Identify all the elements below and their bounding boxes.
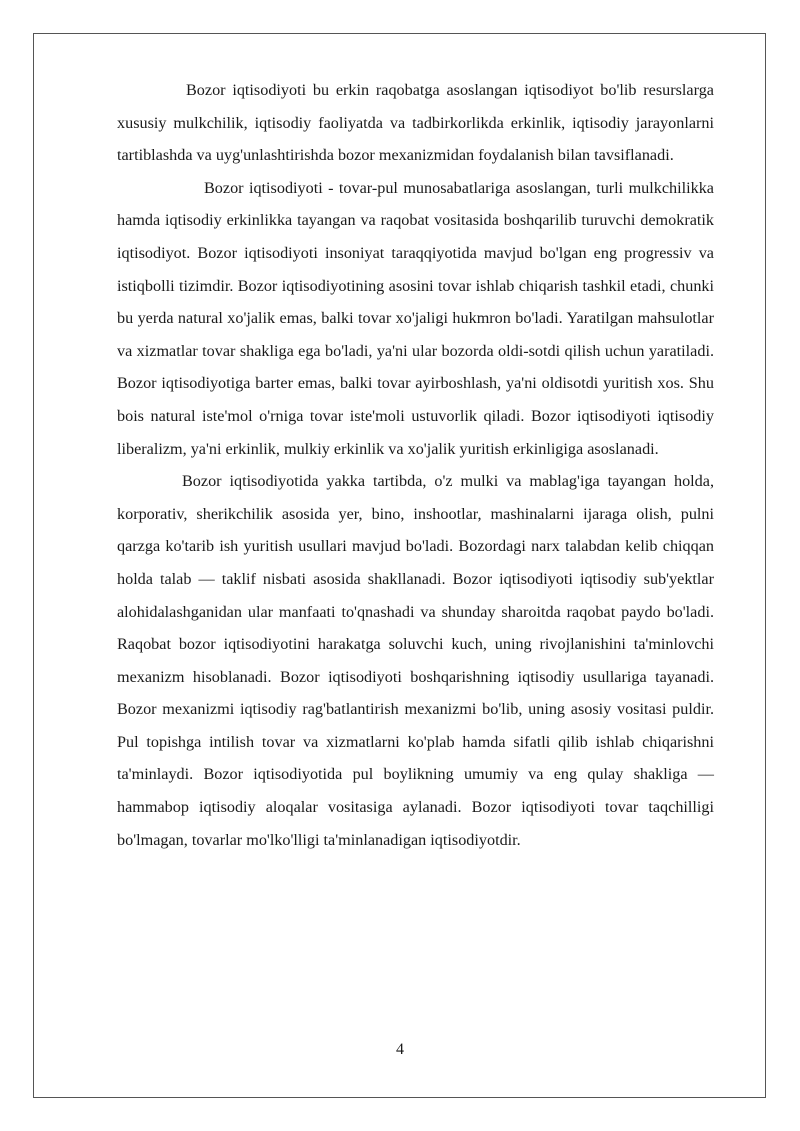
document-body [117, 74, 714, 856]
page-number: 4 [396, 1041, 404, 1058]
paragraph: Bozor iqtisodiyotida yakka tartibda, o'z mulki va mablag'iga tayangan holda, korporativ, sherikchilik asosida yer, bino, inshootlar, mashinalarni ijaraga olish, pulni qarzga ko'tarib ish yuritish usullari mavjud bo'ladi. Bozordagi narx talabdan kelib chiqqan holda talab — taklif nisbati asosida shakllanadi. Bozor iqtisodiyoti iqtisodiy sub'yektlar alohidalashganidan ular manfaati to'qnashadi va shunday sharoitda raqobat paydo bo'ladi. Raqobat bozor iqtisodiyotini harakatga soluvchi kuch, uning rivojlanishini ta'minlovchi mexanizm hisoblanadi. Bozor iqtisodiyoti boshqarishning iqtisodiy usullariga tayanadi. Bozor mexanizmi iqtisodiy rag'batlantirish mexanizmi bo'lib, uning asosiy vositasi puldir. Pul topishga intilish tovar va xizmatlarni ko'plab hamda sifatli qilib ishlab chiqarishni ta'minlaydi. Bozor iqtisodiyotida pul boylikning umumiy va eng qulay shakliga — hammabop iqtisodiy aloqalar vositasiga aylanadi. Bozor iqtisodiyoti tovar taqchilligi bo'lmagan, tovarlar mo'lko'lligi ta'minlanadigan iqtisodiyotdir. [117, 472, 714, 849]
paragraph: Bozor iqtisodiyoti bu erkin raqobatga asoslangan iqtisodiyot bo'lib resurslarga xususiy mulkchilik, iqtisodiy faoliyatda va tadbirkorlikda erkinlik, iqtisodiy jarayonlarni tartiblashda va uyg'unlashtirishda bozor mexanizmidan foydalanish bilan tavsiflanadi. [117, 81, 714, 165]
paragraph: Bozor iqtisodiyoti - tovar-pul munosabatlariga asoslangan, turli mulkchilikka hamda iqtisodiy erkinlikka tayangan va raqobat vositasida boshqarilib turuvchi demokratik iqtisodiyot. Bozor iqtisodiyoti insoniyat taraqqiyotida mavjud bo'lgan eng progressiv va istiqbolli tizimdir. Bozor iqtisodiyotining asosini tovar ishlab chiqarish tashkil etadi, chunki bu yerda natural xo'jalik emas, balki tovar xo'jaligi hukmron bo'ladi. Yaratilgan mahsulotlar va xizmatlar tovar shakliga ega bo'ladi, ya'ni ular bozorda oldi-sotdi qilish uchun yaratiladi. Bozor iqtisodiyotiga barter emas, balki tovar ayirboshlash, ya'ni oldisotdi yuritish xos. Shu bois natural iste'mol o'rniga tovar iste'moli ustuvorlik qiladi. Bozor iqtisodiyoti iqtisodiy liberalizm, ya'ni erkinlik, mulkiy erkinlik va xo'jalik yuritish erkinligiga asoslanadi. [117, 178, 714, 458]
